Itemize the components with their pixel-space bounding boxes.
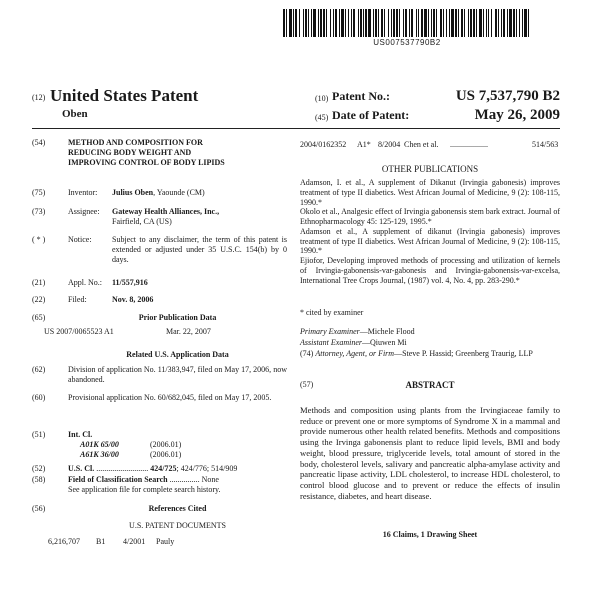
inventor-short: Oben xyxy=(62,108,88,120)
references-field xyxy=(32,504,287,564)
field-search-note: See application file for complete search history. xyxy=(68,484,221,494)
appl-no-field xyxy=(32,278,287,290)
code-51: (51) xyxy=(32,430,46,439)
field-search-dots: ............... xyxy=(169,475,200,484)
appl-no-value: 11/557,916 xyxy=(112,278,148,287)
int-cl-class: A01K 65/00 xyxy=(80,440,119,449)
us-cl-dots: .......................... xyxy=(96,464,149,473)
attorney-field xyxy=(300,349,560,359)
code-45: (45) xyxy=(315,113,329,122)
int-cl-version: (2006.01) xyxy=(150,440,182,449)
code-62: (62) xyxy=(32,365,46,374)
int-cl-field xyxy=(32,430,287,460)
attorney-name: —Steve P. Hassid; Greenberg Traurig, LLP xyxy=(394,349,533,358)
right-column xyxy=(300,138,560,558)
int-cl-row xyxy=(80,440,280,450)
assignee-place: Fairfield, CA (US) xyxy=(112,216,172,226)
inventor-place: , Yaounde (CM) xyxy=(153,188,205,197)
date-label: Date of Patent: xyxy=(332,108,410,122)
code-58: (58) xyxy=(32,475,46,484)
ref-number: 2004/0162352 xyxy=(300,140,347,149)
provisional-field xyxy=(32,393,287,415)
code-74: (74) xyxy=(300,349,314,358)
abstract-heading: ABSTRACT xyxy=(405,380,455,390)
filed-value: Nov. 8, 2006 xyxy=(112,295,154,304)
code-10: (10) xyxy=(315,94,329,103)
code-21: (21) xyxy=(32,278,46,287)
ref-number: 6,216,707 xyxy=(48,537,80,546)
related-heading: Related U.S. Application Data xyxy=(126,350,229,359)
abstract-header xyxy=(300,380,560,392)
patent-number: US 7,537,790 B2 xyxy=(455,88,560,104)
division-field xyxy=(32,365,287,387)
prior-pub-number: US 2007/0065523 A1 xyxy=(44,327,114,336)
assistant-examiner-name: —Qiuwen Mi xyxy=(362,338,407,347)
assignee-name: Gateway Health Alliances, Inc., xyxy=(112,207,220,216)
publication-entry: Okolo et al., Analgesic effect of Irvingia gabonensis stem bark extract. Journal of Ethnopharmacology 45: 125-129, 1995.* xyxy=(300,207,560,226)
code-73: (73) xyxy=(32,207,46,216)
code-65: (65) xyxy=(32,313,46,322)
inventor-name: Julius Oben xyxy=(112,188,154,197)
publication-entry: Ejiofor, Developing improved methods of processing and utilization of kernels of Irvingia-gabonensis-var-gabonesis and Irvingia-gabonensis-var-excelsa, International Tree Crops Journal, (1987) vol. 4, No. 4, pp. 283-290.* xyxy=(300,256,560,285)
filed-field xyxy=(32,295,287,307)
abstract-text: Methods and composition using plants from the Irvingiaceae family to reduce or prevent one or more symptoms of Syndrome X in a mammal and provide numerous other health related benefits. Methods and compositions using the Irvinga gabonensis plant to reduce lipid levels, BMI and body weight, blood pressure, triglyceride levels, total amount of stored in the body, cholesterol levels, salivary and pancreatic alpha-amylase activity and pancreatic lipase activity, LDL cholesterol, to increase HDL cholesterol, to control blood glucose and to prevent or reduce the effects of insulin resistance, diabetes, and heart disease. xyxy=(300,405,560,501)
int-cl-list xyxy=(80,440,280,460)
ref-kind: A1* xyxy=(357,140,371,149)
notice-field xyxy=(32,235,287,267)
int-cl-label: Int. Cl. xyxy=(68,430,93,439)
assignee-field xyxy=(32,207,287,229)
title-field xyxy=(32,138,287,180)
ref-dots: ................... xyxy=(450,140,488,149)
filed-label: Filed: xyxy=(68,295,87,304)
us-cl-label: U.S. Cl. xyxy=(68,464,95,473)
provisional-text: Provisional application No. 60/682,045, filed on May 17, 2005. xyxy=(68,393,272,402)
int-cl-version: (2006.01) xyxy=(150,450,182,459)
ref-class: 514/563 xyxy=(532,140,559,149)
cited-by-examiner: * cited by examiner xyxy=(300,308,364,317)
publication-entry: Adamson, I. et al., A supplement of Dikanut (Irvingia gabonesis) improves treatment of type II diabetics. West African Journal of Medicine, 9 (2): 108-115, 1990.* xyxy=(300,178,560,207)
assistant-examiner-label: Assistant Examiner xyxy=(300,338,362,347)
reference-row xyxy=(300,140,560,150)
barcode-number: US007537790B2 xyxy=(373,38,441,47)
ref-name: Pauly xyxy=(156,537,175,546)
prior-pub-field xyxy=(32,313,287,343)
division-text: Division of application No. 11/383,947, filed on May 17, 2006, now abandoned. xyxy=(68,365,287,384)
claims-summary: 16 Claims, 1 Drawing Sheet xyxy=(382,530,478,539)
code-52: (52) xyxy=(32,464,46,473)
code-notice: ( * ) xyxy=(32,235,46,244)
ref-date: 4/2001 xyxy=(123,537,146,546)
us-patent-docs-heading: U.S. PATENT DOCUMENTS xyxy=(129,521,226,530)
us-cl-main: 424/725 xyxy=(150,464,177,473)
code-56: (56) xyxy=(32,504,46,513)
ref-kind: B1 xyxy=(96,537,106,546)
notice-text: Subject to any disclaimer, the term of this patent is extended or adjusted under 35 U.S.C. 154(b) by 0 days. xyxy=(112,235,287,264)
ref-name: Chen et al. xyxy=(404,140,439,149)
field-search-value: None xyxy=(201,475,219,484)
int-cl-row xyxy=(80,450,280,460)
int-cl-class: A61K 36/00 xyxy=(80,450,119,459)
code-22: (22) xyxy=(32,295,46,304)
ref-date: 8/2004 xyxy=(378,140,401,149)
other-publications-heading: OTHER PUBLICATIONS xyxy=(381,164,479,174)
patent-date: May 26, 2009 xyxy=(474,107,560,123)
invention-title: METHOD AND COMPOSITION FOR REDUCING BODY WEIGHT AND IMPROVING CONTROL OF BODY LIPIDS xyxy=(68,138,225,167)
prior-pub-date: Mar. 22, 2007 xyxy=(166,327,211,336)
attorney-label: Attorney, Agent, or Firm xyxy=(315,349,395,358)
primary-examiner xyxy=(300,327,560,337)
field-search-label: Field of Classification Search xyxy=(68,475,168,484)
publication-entry: Adamson et al., A supplement of dikanut (Irvingia gabonesis) improves treatment of type II diabetics. West African Journal of Medicine, 9 (2): 108-115, 1990.* xyxy=(300,226,560,256)
field-search xyxy=(32,475,287,497)
patent-no-label: Patent No.: xyxy=(332,89,390,103)
reference-row xyxy=(48,537,278,547)
code-60: (60) xyxy=(32,393,46,402)
notice-label: Notice: xyxy=(68,235,92,244)
barcode xyxy=(283,9,531,37)
code-57: (57) xyxy=(300,380,314,389)
code-12: (12) xyxy=(32,93,46,102)
references-heading: References Cited xyxy=(148,504,207,513)
assignee-label: Assignee: xyxy=(68,207,100,216)
code-75: (75) xyxy=(32,188,46,197)
inventor-field xyxy=(32,188,287,200)
assistant-examiner xyxy=(300,338,560,348)
appl-no-label: Appl. No.: xyxy=(68,278,102,287)
patent-title: United States Patent xyxy=(50,86,199,105)
primary-examiner-label: Primary Examiner xyxy=(300,327,360,336)
inventor-label: Inventor: xyxy=(68,188,98,197)
us-cl-rest: ; 424/776; 514/909 xyxy=(176,464,238,473)
prior-pub-heading: Prior Publication Data xyxy=(138,313,217,322)
code-54: (54) xyxy=(32,138,46,147)
primary-examiner-name: —Michele Flood xyxy=(359,327,415,336)
header-rule xyxy=(32,128,560,129)
